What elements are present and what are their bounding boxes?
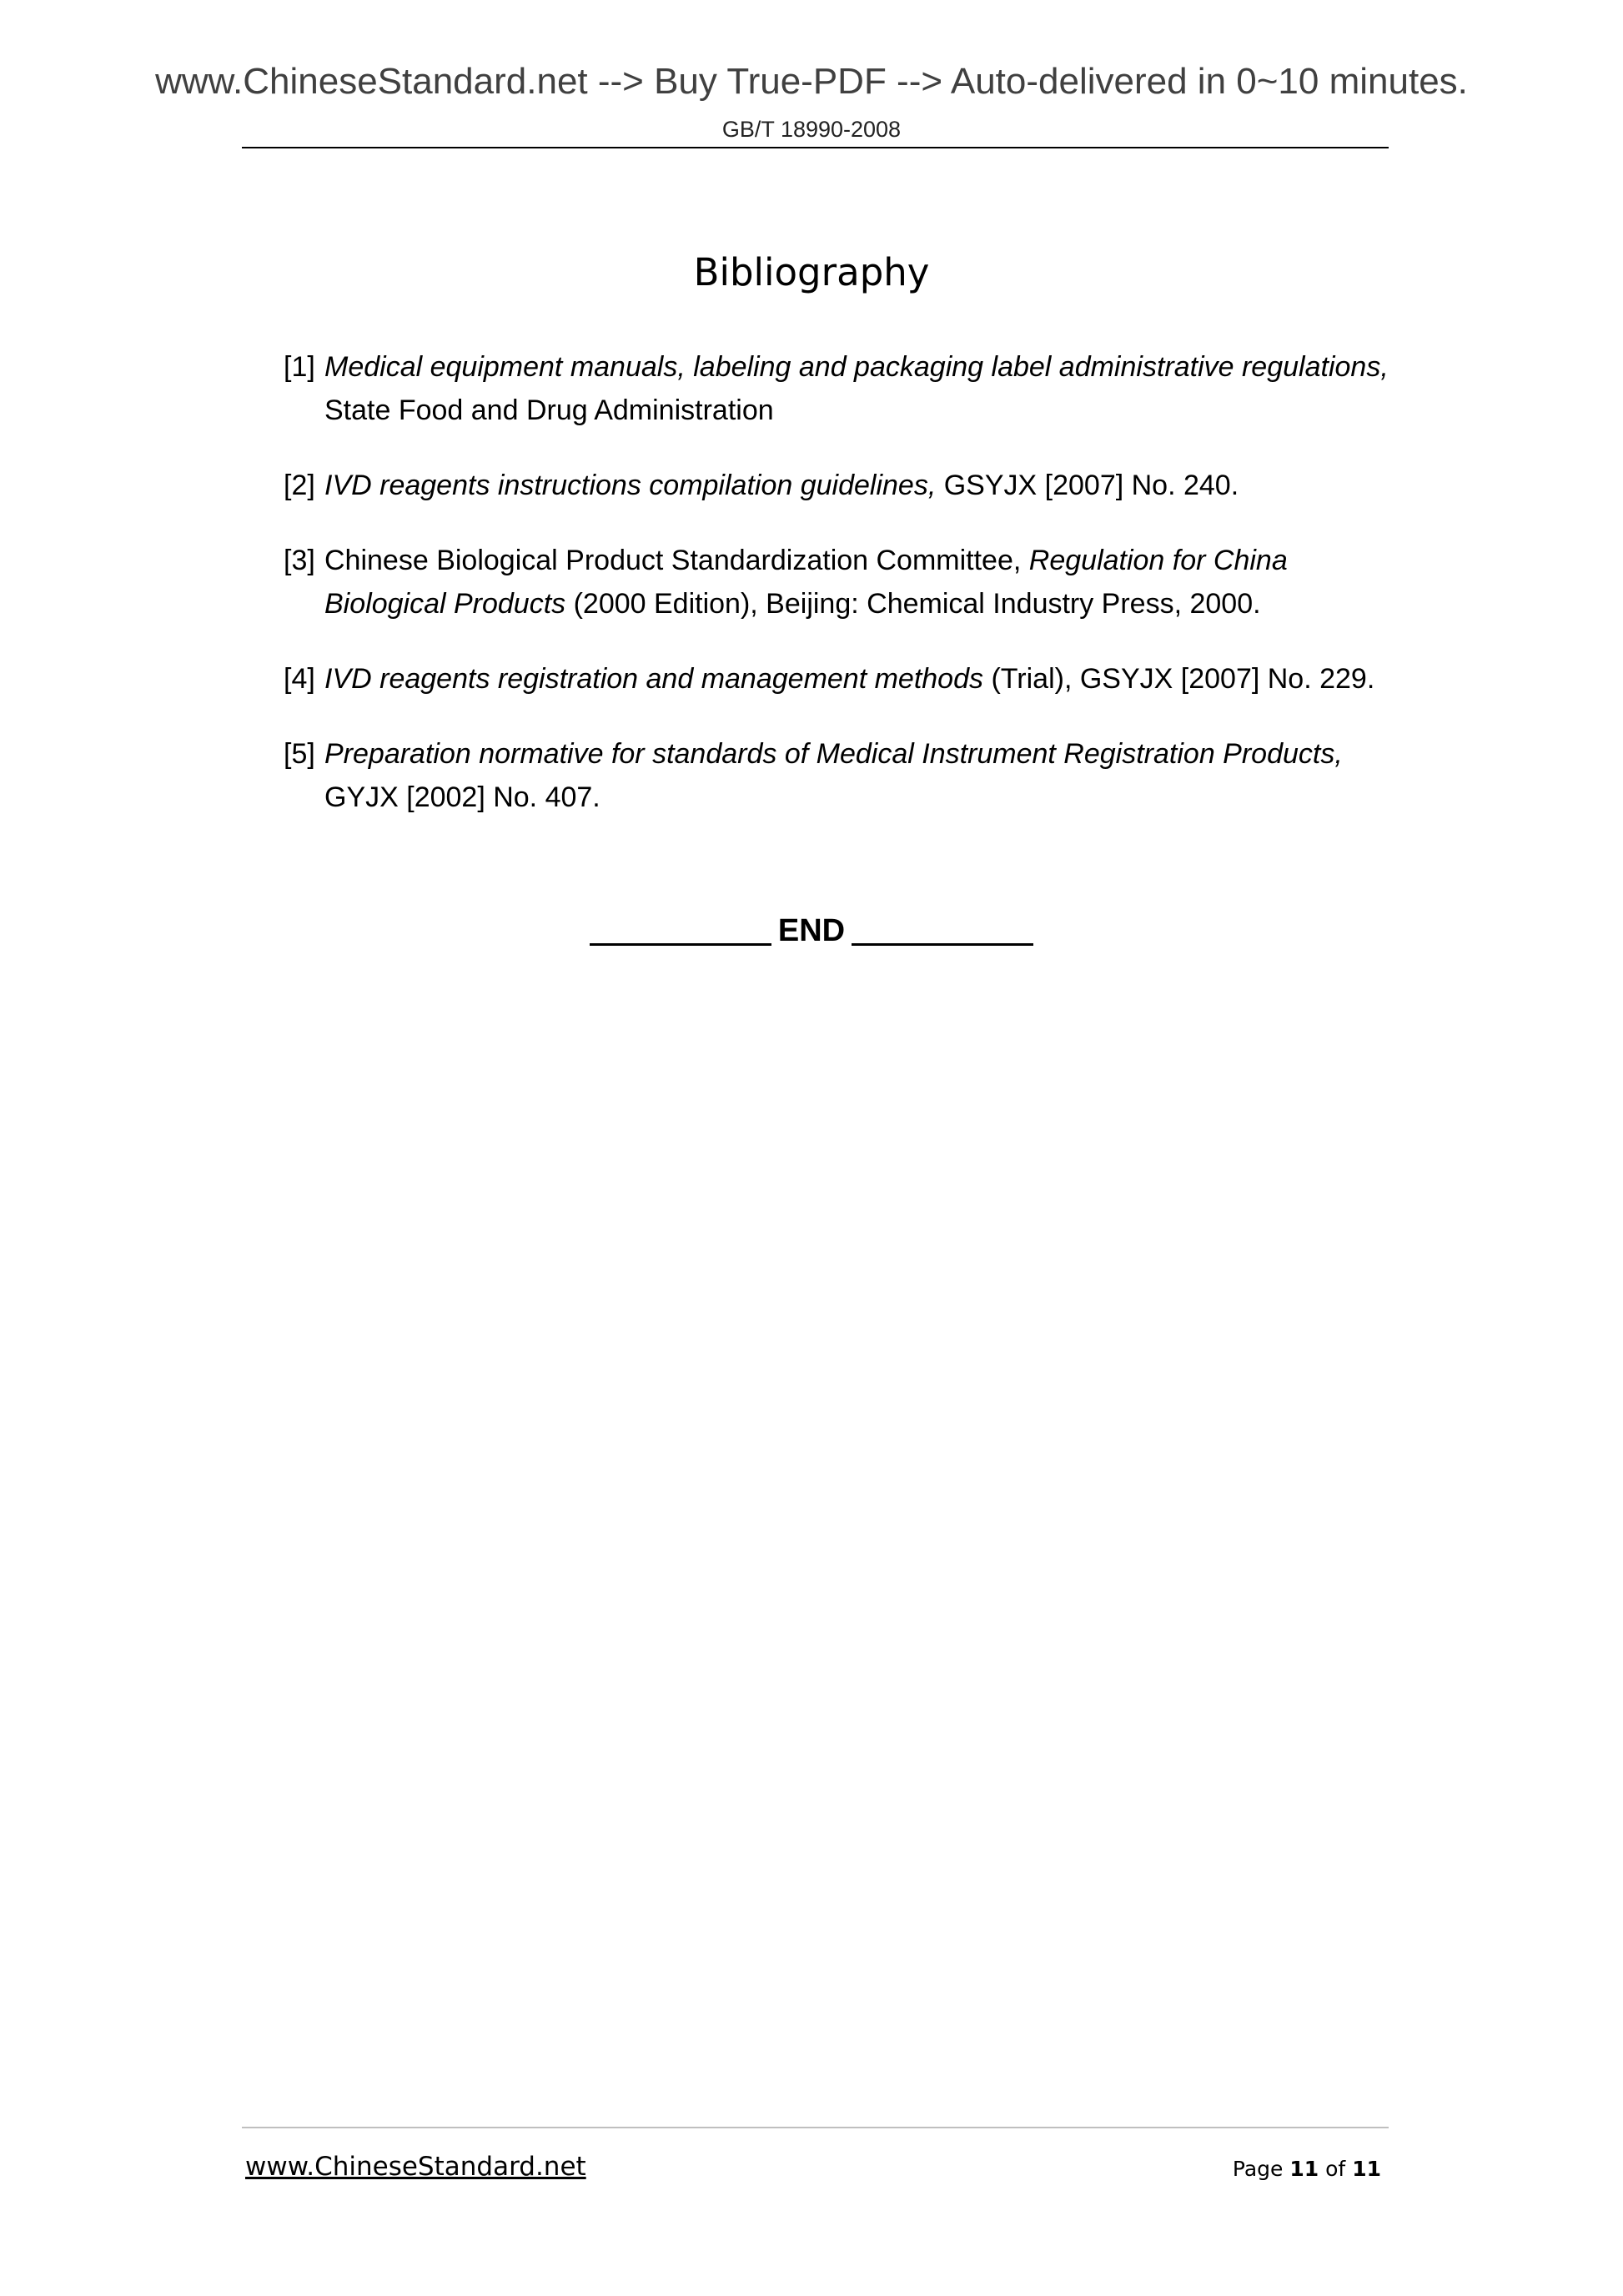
reference-title: IVD reagents registration and management methods xyxy=(324,663,984,695)
footer-divider xyxy=(242,2127,1389,2128)
footer-site-link[interactable]: www.ChineseStandard.net xyxy=(245,2152,586,2182)
reference-author: Chinese Biological Product Standardization Committee, xyxy=(324,545,1029,576)
end-rule-left xyxy=(590,943,771,946)
reference-item xyxy=(284,732,1401,819)
end-marker xyxy=(0,909,1623,952)
page-number xyxy=(1233,2157,1381,2182)
page-total: 11 xyxy=(1352,2157,1381,2181)
reference-number: [2] xyxy=(284,470,315,501)
reference-item xyxy=(284,345,1401,432)
reference-item xyxy=(284,657,1401,701)
reference-detail: (Trial), GSYJX [2007] No. 229. xyxy=(983,663,1375,695)
page-current: 11 xyxy=(1289,2157,1319,2181)
reference-detail: GSYJX [2007] No. 240. xyxy=(936,470,1239,501)
end-rule-right xyxy=(852,943,1033,946)
reference-number: [3] xyxy=(284,545,315,576)
page-label: Page xyxy=(1232,2157,1284,2181)
site-banner: www.ChineseStandard.net --> Buy True-PDF --> Auto-delivered in 0~10 minutes. xyxy=(155,61,1468,102)
reference-number: [1] xyxy=(284,351,315,383)
reference-number: [5] xyxy=(284,738,315,770)
reference-title: Regulation for China Biological Products xyxy=(324,545,1288,620)
reference-title: IVD reagents instructions compilation guidelines, xyxy=(324,470,937,501)
reference-detail: State Food and Drug Administration xyxy=(324,394,774,426)
reference-title: Medical equipment manuals, labeling and packaging label administrative regulations, xyxy=(324,351,1389,383)
reference-number: [4] xyxy=(284,663,315,695)
page-title: Bibliography xyxy=(693,250,930,294)
reference-list xyxy=(284,345,1401,851)
reference-item xyxy=(284,464,1401,507)
reference-title: Preparation normative for standards of Medical Instrument Registration Products, xyxy=(324,738,1343,770)
end-label: END xyxy=(777,913,846,948)
page-of: of xyxy=(1325,2157,1346,2181)
header-divider xyxy=(242,147,1389,148)
reference-detail: GYJX [2002] No. 407. xyxy=(324,781,600,813)
reference-detail: (2000 Edition), Beijing: Chemical Industry Press, 2000. xyxy=(565,588,1261,620)
standard-code: GB/T 18990-2008 xyxy=(721,117,902,142)
reference-item xyxy=(284,539,1401,625)
